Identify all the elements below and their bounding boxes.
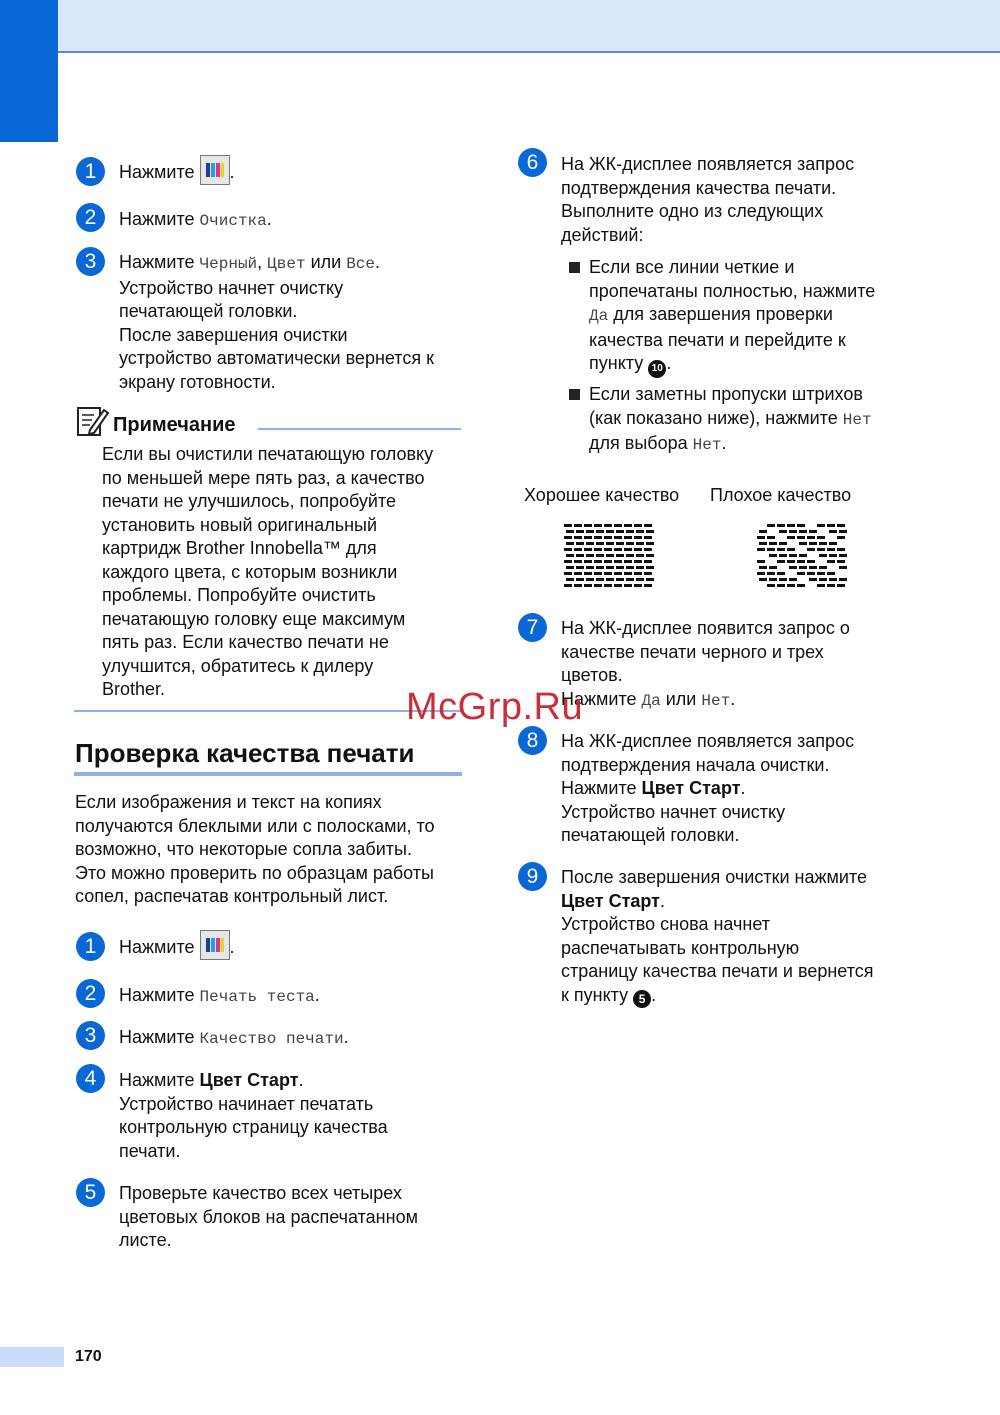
pattern-dash: [787, 560, 795, 563]
pattern-dash: [584, 524, 592, 527]
pattern-dash: [574, 572, 582, 575]
pattern-dash: [614, 548, 622, 551]
pattern-dash: [576, 530, 584, 533]
pattern-dash: [829, 554, 837, 557]
note-icon: [76, 404, 110, 445]
pattern-dash: [604, 560, 612, 563]
pattern-dash: [564, 560, 572, 563]
pattern-dash: [594, 572, 602, 575]
pattern-dash: [807, 560, 815, 563]
chapter-tab: [0, 0, 58, 142]
pattern-dash: [767, 584, 775, 587]
pattern-dash: [819, 554, 827, 557]
pattern-dash: [644, 572, 652, 575]
step-bullet: 9: [518, 862, 547, 891]
step-text: На ЖК-дисплее появится запрос о качестве печати черного и трех цветов. Нажмите Да или Нет.: [561, 618, 850, 710]
pattern-dash: [779, 530, 787, 533]
pattern-dash: [566, 554, 574, 557]
pattern-dash: [616, 554, 624, 557]
pattern-dash: [634, 524, 642, 527]
pattern-dash: [644, 536, 652, 539]
pattern-dash: [827, 584, 835, 587]
ink-icon: [200, 930, 230, 960]
pattern-dash: [769, 566, 777, 569]
watermark: McGrp.Ru: [406, 686, 584, 728]
pattern-dash: [837, 548, 845, 551]
pattern-dash: [797, 584, 805, 587]
step-text: После завершения очистки нажмите Цвет Старт. Устройство снова начнет распечатывать контрольную страницу качества печати и вернется к пункту 5 .: [561, 867, 874, 1006]
pattern-dash: [839, 578, 847, 581]
pattern-dash: [799, 542, 807, 545]
pattern-dash: [616, 530, 624, 533]
pattern-dash: [574, 524, 582, 527]
pattern-dash: [586, 578, 594, 581]
pattern-dash: [564, 548, 572, 551]
pattern-dash: [564, 584, 572, 587]
pattern-dash: [584, 548, 592, 551]
pattern-dash: [564, 572, 572, 575]
pattern-dash: [819, 578, 827, 581]
pattern-dash: [594, 560, 602, 563]
pattern-dash: [837, 560, 845, 563]
pattern-dash: [767, 536, 775, 539]
ink-icon: [200, 155, 230, 185]
pattern-dash: [759, 578, 767, 581]
pattern-dash: [779, 542, 787, 545]
pattern-dash: [624, 536, 632, 539]
pattern-dash: [809, 542, 817, 545]
pattern-dash: [606, 566, 614, 569]
step-bullet: 6: [518, 148, 547, 177]
pattern-dash: [566, 530, 574, 533]
step-bullet: 3: [76, 1021, 105, 1050]
pattern-dash: [604, 584, 612, 587]
pattern-dash: [636, 530, 644, 533]
note-title: Примечание: [113, 414, 236, 436]
pattern-dash: [584, 584, 592, 587]
step-text: На ЖК-дисплее появляется запрос подтверждения начала очистки. Нажмите Цвет Старт. Устройство начнет очистку печатающей головки.: [561, 731, 855, 845]
step-text: Нажмите Качество печати.: [119, 1027, 349, 1048]
pattern-dash: [757, 536, 765, 539]
pattern-dash: [787, 524, 795, 527]
pattern-dash: [606, 578, 614, 581]
pattern-dash: [767, 548, 775, 551]
pattern-dash: [594, 524, 602, 527]
pattern-dash: [777, 584, 785, 587]
pattern-dash: [777, 560, 785, 563]
pattern-dash: [626, 566, 634, 569]
pattern-dash: [614, 584, 622, 587]
pattern-dash: [586, 554, 594, 557]
pattern-dash: [604, 572, 612, 575]
step-bullet: 4: [76, 1064, 105, 1093]
pattern-dash: [594, 584, 602, 587]
pattern-dash: [584, 560, 592, 563]
pattern-dash: [636, 554, 644, 557]
pattern-dash: [584, 536, 592, 539]
pattern-dash: [829, 542, 837, 545]
pattern-dash: [644, 548, 652, 551]
step-text: Нажмите Черный, Цвет или Все. Устройство начнет очистку печатающей головки. После завершения очистки устройство автоматически вернется к экрану готовности.: [119, 252, 434, 392]
pattern-dash: [819, 566, 827, 569]
step-text: Проверьте качество всех четырех цветовых блоков на распечатанном листе.: [119, 1183, 418, 1250]
pattern-dash: [634, 548, 642, 551]
pattern-dash: [636, 566, 644, 569]
pattern-dash: [566, 566, 574, 569]
pattern-dash: [799, 554, 807, 557]
pattern-dash: [779, 554, 787, 557]
square-bullet: [569, 262, 580, 273]
section-title-rule: [74, 772, 462, 776]
pattern-dash: [574, 548, 582, 551]
pattern-dash: [616, 566, 624, 569]
pattern-dash: [797, 536, 805, 539]
pattern-dash: [797, 572, 805, 575]
header-rule: [58, 51, 1000, 53]
pattern-dash: [767, 524, 775, 527]
pattern-dash: [596, 578, 604, 581]
pattern-dash: [809, 566, 817, 569]
section-intro: Если изображения и текст на копиях получаются блеклыми или с полосками, то возможно, что некоторые сопла забиты. Это можно проверить по образцам работы сопел, распечатав контрольный лист.: [75, 792, 435, 906]
pattern-dash: [576, 578, 584, 581]
pattern-dash: [789, 566, 797, 569]
pattern-dash: [839, 530, 847, 533]
pattern-dash: [789, 554, 797, 557]
step-bullet: 1: [76, 932, 105, 961]
pattern-dash: [624, 524, 632, 527]
bad-quality-sample: [757, 522, 849, 592]
pattern-dash: [799, 530, 807, 533]
pattern-dash: [837, 536, 845, 539]
step-bullet: 7: [518, 613, 547, 642]
header-band: [0, 0, 1000, 52]
step-bullet: 5: [76, 1178, 105, 1207]
pattern-dash: [646, 530, 654, 533]
pattern-dash: [634, 572, 642, 575]
pattern-dash: [827, 524, 835, 527]
pattern-dash: [817, 524, 825, 527]
pattern-dash: [626, 530, 634, 533]
pattern-dash: [769, 554, 777, 557]
step-text: Нажмите .: [119, 936, 235, 960]
pattern-dash: [604, 548, 612, 551]
pattern-dash: [624, 572, 632, 575]
pattern-dash: [626, 554, 634, 557]
pattern-dash: [807, 548, 815, 551]
pattern-dash: [644, 524, 652, 527]
pattern-dash: [779, 578, 787, 581]
pattern-dash: [594, 548, 602, 551]
pattern-dash: [777, 572, 785, 575]
note-body: Если вы очистили печатающую головку по меньшей мере пять раз, а качество печати не улучшилось, попробуйте установить новый оригинальный картридж Brother Innobella™ для каждого цвета, с которым возникли проблемы. Попробуйте очистить печатающую головку еще максимум пять раз. Если качество печати не улучшится, обратитесь к дилеру Brother.: [102, 444, 434, 699]
pattern-dash: [787, 548, 795, 551]
pattern-dash: [827, 560, 835, 563]
pattern-dash: [634, 584, 642, 587]
pattern-dash: [646, 578, 654, 581]
pattern-dash: [596, 530, 604, 533]
pattern-dash: [564, 536, 572, 539]
step-bullet: 1: [76, 157, 105, 186]
pattern-dash: [584, 572, 592, 575]
sub-option: Если все линии четкие и пропечатаны полностью, нажмите Да для завершения проверки качества печати и перейдите к пункту 10 .: [589, 256, 919, 378]
step-bullet: 2: [76, 203, 105, 232]
pattern-dash: [789, 578, 797, 581]
pattern-dash: [777, 524, 785, 527]
step-text: На ЖК-дисплее появляется запрос подтверждения качества печати. Выполните одно из следующих действий:: [561, 154, 855, 245]
good-quality-sample: [564, 522, 656, 592]
pattern-dash: [839, 566, 847, 569]
pattern-dash: [614, 560, 622, 563]
step-ref-badge: 10: [648, 360, 666, 378]
pattern-dash: [586, 530, 594, 533]
pattern-dash: [614, 524, 622, 527]
step-bullet: 8: [518, 726, 547, 755]
pattern-dash: [624, 548, 632, 551]
pattern-dash: [644, 560, 652, 563]
pattern-dash: [827, 572, 835, 575]
pattern-dash: [636, 578, 644, 581]
pattern-dash: [837, 524, 845, 527]
pattern-dash: [769, 578, 777, 581]
pattern-dash: [596, 554, 604, 557]
pattern-dash: [606, 530, 614, 533]
bad-quality-label: Плохое качество: [710, 485, 852, 505]
pattern-dash: [646, 566, 654, 569]
pattern-dash: [624, 560, 632, 563]
pattern-dash: [829, 578, 837, 581]
step-ref-badge: 5: [633, 990, 651, 1008]
pattern-dash: [626, 578, 634, 581]
step-bullet: 2: [76, 979, 105, 1008]
pattern-dash: [777, 548, 785, 551]
pattern-dash: [787, 584, 795, 587]
pattern-dash: [799, 566, 807, 569]
pattern-dash: [817, 572, 825, 575]
step-text: Нажмите Печать теста.: [119, 985, 320, 1006]
pattern-dash: [797, 524, 805, 527]
page-number: 170: [75, 1348, 102, 1365]
pattern-dash: [839, 554, 847, 557]
pattern-dash: [817, 584, 825, 587]
pattern-dash: [576, 566, 584, 569]
pattern-dash: [759, 566, 767, 569]
pattern-dash: [817, 548, 825, 551]
pattern-dash: [757, 548, 765, 551]
pattern-dash: [634, 560, 642, 563]
pattern-dash: [576, 542, 584, 545]
pattern-dash: [566, 578, 574, 581]
pattern-dash: [586, 542, 594, 545]
pattern-dash: [604, 536, 612, 539]
note-end-rule: [74, 710, 462, 712]
pattern-dash: [574, 584, 582, 587]
pattern-dash: [574, 560, 582, 563]
pattern-dash: [616, 578, 624, 581]
step-bullet: 3: [76, 247, 105, 276]
pattern-dash: [837, 584, 845, 587]
pattern-dash: [809, 530, 817, 533]
pattern-dash: [574, 536, 582, 539]
pattern-dash: [616, 542, 624, 545]
square-bullet: [569, 389, 580, 400]
pattern-dash: [797, 560, 805, 563]
good-quality-label: Хорошее качество: [524, 485, 680, 505]
pattern-dash: [614, 572, 622, 575]
step-text: Нажмите .: [119, 161, 235, 185]
pattern-dash: [596, 566, 604, 569]
pattern-dash: [566, 542, 574, 545]
footer-band: [0, 1347, 64, 1367]
step-text: Нажмите Очистка.: [119, 209, 272, 230]
pattern-dash: [564, 524, 572, 527]
pattern-dash: [644, 584, 652, 587]
pattern-dash: [787, 536, 795, 539]
pattern-dash: [636, 542, 644, 545]
pattern-dash: [829, 530, 837, 533]
pattern-dash: [646, 554, 654, 557]
pattern-dash: [586, 566, 594, 569]
pattern-dash: [819, 542, 827, 545]
pattern-dash: [757, 560, 765, 563]
pattern-dash: [817, 536, 825, 539]
pattern-dash: [759, 542, 767, 545]
pattern-dash: [759, 530, 767, 533]
step-text: Нажмите Цвет Старт. Устройство начинает печатать контрольную страницу качества печати.: [119, 1070, 388, 1161]
pattern-dash: [604, 524, 612, 527]
sub-option: Если заметны пропуски штрихов (как показано ниже), нажмите Нет для выбора Нет.: [589, 384, 872, 454]
pattern-dash: [594, 536, 602, 539]
pattern-dash: [634, 536, 642, 539]
pattern-dash: [626, 542, 634, 545]
pattern-dash: [807, 572, 815, 575]
pattern-dash: [757, 572, 765, 575]
pattern-dash: [646, 542, 654, 545]
section-title: Проверка качества печати: [75, 738, 415, 768]
pattern-dash: [827, 548, 835, 551]
pattern-dash: [596, 542, 604, 545]
pattern-dash: [767, 572, 775, 575]
pattern-dash: [606, 554, 614, 557]
note-rule: [258, 428, 461, 430]
pattern-dash: [614, 536, 622, 539]
pattern-dash: [789, 530, 797, 533]
pattern-dash: [606, 542, 614, 545]
pattern-dash: [807, 536, 815, 539]
pattern-dash: [576, 554, 584, 557]
pattern-dash: [809, 578, 817, 581]
pattern-dash: [624, 584, 632, 587]
pattern-dash: [769, 542, 777, 545]
